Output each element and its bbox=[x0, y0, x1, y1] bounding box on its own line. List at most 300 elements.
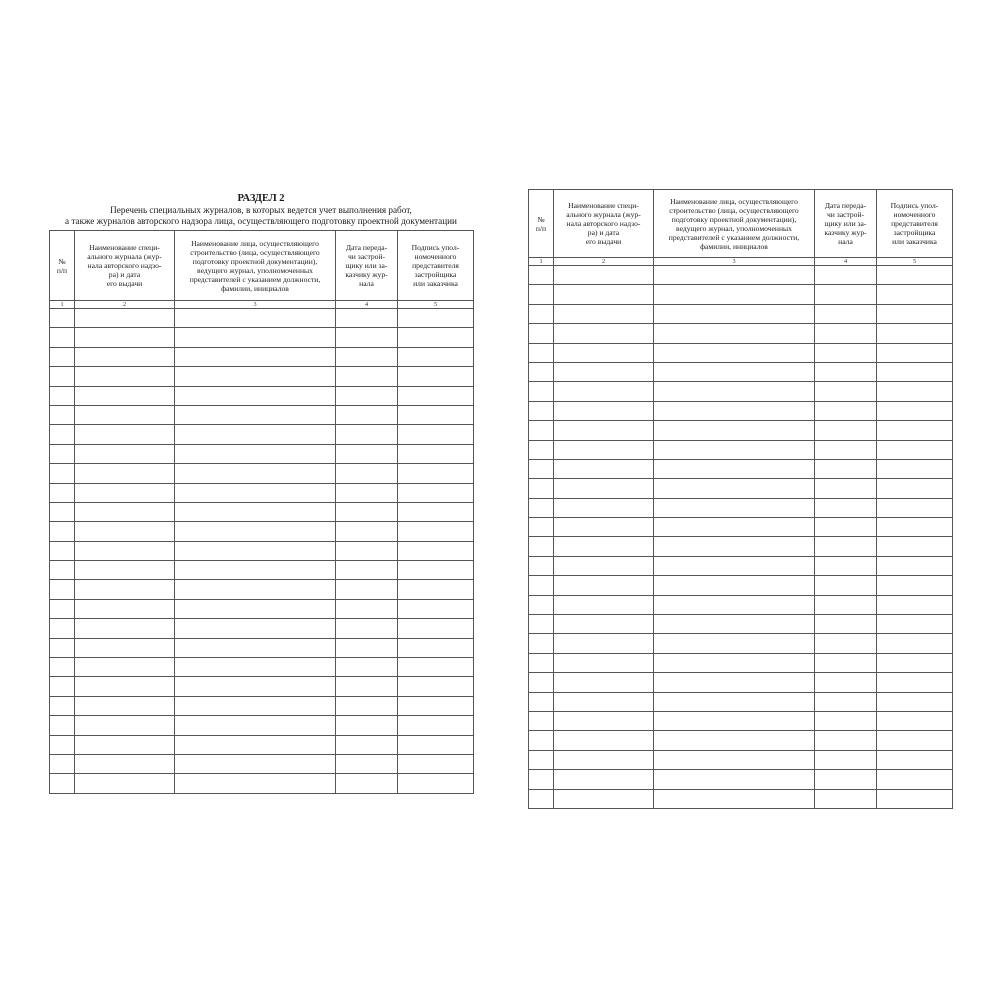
table-cell bbox=[398, 677, 474, 696]
table-cell bbox=[815, 595, 877, 614]
table-cell bbox=[815, 653, 877, 672]
table-cell bbox=[398, 367, 474, 386]
table-cell bbox=[529, 537, 554, 556]
table-cell bbox=[50, 347, 75, 366]
table-cell bbox=[336, 716, 398, 735]
table-cell bbox=[336, 522, 398, 541]
table-cell bbox=[398, 561, 474, 580]
table-cell bbox=[529, 479, 554, 498]
table-cell bbox=[336, 658, 398, 677]
table-cell bbox=[877, 343, 953, 362]
table-cell bbox=[654, 692, 815, 711]
table-cell bbox=[398, 464, 474, 483]
table-row bbox=[529, 692, 953, 711]
table-cell bbox=[554, 711, 654, 730]
table-cell bbox=[877, 440, 953, 459]
table-cell bbox=[398, 619, 474, 638]
table-cell bbox=[877, 498, 953, 517]
table-cell bbox=[75, 502, 175, 521]
table-row bbox=[529, 653, 953, 672]
table-cell bbox=[877, 653, 953, 672]
table-row bbox=[50, 347, 474, 366]
table-row bbox=[529, 615, 953, 634]
table-cell bbox=[336, 580, 398, 599]
table-cell bbox=[75, 328, 175, 347]
table-cell bbox=[336, 774, 398, 793]
table-cell bbox=[398, 541, 474, 560]
table-row bbox=[529, 479, 953, 498]
table-row bbox=[50, 716, 474, 735]
table-row bbox=[50, 599, 474, 618]
table-cell bbox=[75, 716, 175, 735]
table-cell bbox=[654, 537, 815, 556]
table-cell bbox=[398, 658, 474, 677]
table-cell bbox=[815, 382, 877, 401]
table-cell bbox=[877, 401, 953, 420]
table-cell bbox=[529, 770, 554, 789]
table-row bbox=[529, 421, 953, 440]
table-cell bbox=[336, 696, 398, 715]
table-cell bbox=[877, 479, 953, 498]
column-header-signature: Подпись упол- номоченного представителя застройщика или заказчика bbox=[877, 190, 953, 258]
table-cell bbox=[50, 658, 75, 677]
table-cell bbox=[175, 619, 336, 638]
table-cell bbox=[815, 711, 877, 730]
column-header-journal-name: Наименование специ- ального журнала (жур- нала авторского надзо- ра) и дата его выдачи bbox=[75, 231, 175, 301]
table-cell bbox=[398, 735, 474, 754]
table-cell bbox=[398, 328, 474, 347]
table-cell bbox=[554, 324, 654, 343]
table-cell bbox=[554, 498, 654, 517]
table-cell bbox=[398, 638, 474, 657]
column-header-number: № п/п bbox=[529, 190, 554, 258]
table-cell bbox=[398, 444, 474, 463]
column-number: 4 bbox=[336, 301, 398, 309]
table-cell bbox=[554, 266, 654, 285]
table-cell bbox=[554, 615, 654, 634]
table-body bbox=[50, 309, 474, 794]
table-cell bbox=[175, 561, 336, 580]
table-cell bbox=[75, 677, 175, 696]
table-row bbox=[529, 750, 953, 769]
table-cell bbox=[554, 440, 654, 459]
table-cell bbox=[175, 658, 336, 677]
table-cell bbox=[175, 483, 336, 502]
table-cell bbox=[529, 576, 554, 595]
table-cell bbox=[50, 638, 75, 657]
table-cell bbox=[877, 362, 953, 381]
column-number: 4 bbox=[815, 258, 877, 266]
table-cell bbox=[398, 347, 474, 366]
table-cell bbox=[654, 266, 815, 285]
table-cell bbox=[815, 556, 877, 575]
table-cell bbox=[175, 638, 336, 657]
table-cell bbox=[175, 716, 336, 735]
column-header-person-name: Наименование лица, осуществляющего строительство (лица, осуществляющего подготовку проектной документации), ведущего журнал, уполномоченных представителей с указанием должности, фамилии, инициалов bbox=[175, 231, 336, 301]
table-cell bbox=[336, 405, 398, 424]
table-cell bbox=[529, 266, 554, 285]
table-cell bbox=[654, 518, 815, 537]
table-cell bbox=[815, 440, 877, 459]
table-cell bbox=[815, 731, 877, 750]
table-cell bbox=[50, 464, 75, 483]
table-cell bbox=[75, 638, 175, 657]
table-cell bbox=[336, 328, 398, 347]
table-cell bbox=[50, 599, 75, 618]
table-cell bbox=[529, 673, 554, 692]
table-row bbox=[50, 405, 474, 424]
table-cell bbox=[75, 464, 175, 483]
table-cell bbox=[336, 309, 398, 328]
table-cell bbox=[529, 789, 554, 808]
table-cell bbox=[50, 502, 75, 521]
table-cell bbox=[877, 518, 953, 537]
table-cell bbox=[877, 750, 953, 769]
table-cell bbox=[554, 421, 654, 440]
table-cell bbox=[529, 324, 554, 343]
table-row bbox=[529, 285, 953, 304]
table-row bbox=[529, 324, 953, 343]
table-cell bbox=[815, 576, 877, 595]
table-cell bbox=[398, 483, 474, 502]
table-row bbox=[529, 343, 953, 362]
table-cell bbox=[529, 401, 554, 420]
table-row bbox=[50, 638, 474, 657]
table-cell bbox=[877, 615, 953, 634]
table-cell bbox=[336, 464, 398, 483]
table-row bbox=[529, 673, 953, 692]
table-row bbox=[529, 770, 953, 789]
table-row bbox=[50, 328, 474, 347]
right-page bbox=[528, 189, 952, 809]
table-row bbox=[50, 541, 474, 560]
table-cell bbox=[336, 367, 398, 386]
table-cell bbox=[554, 770, 654, 789]
column-number: 2 bbox=[554, 258, 654, 266]
table-cell bbox=[529, 595, 554, 614]
table-cell bbox=[75, 658, 175, 677]
section-title: РАЗДЕЛ 2 bbox=[237, 193, 285, 204]
table-cell bbox=[75, 367, 175, 386]
table-cell bbox=[75, 619, 175, 638]
table-cell bbox=[554, 304, 654, 323]
table-cell bbox=[175, 735, 336, 754]
table-cell bbox=[877, 731, 953, 750]
table-row bbox=[529, 634, 953, 653]
table-cell bbox=[554, 479, 654, 498]
table-cell bbox=[554, 653, 654, 672]
table-row bbox=[50, 774, 474, 793]
table-cell bbox=[336, 502, 398, 521]
table-cell bbox=[175, 328, 336, 347]
table-cell bbox=[175, 677, 336, 696]
table-row bbox=[50, 483, 474, 502]
table-cell bbox=[175, 522, 336, 541]
table-cell bbox=[50, 677, 75, 696]
table-cell bbox=[529, 634, 554, 653]
table-cell bbox=[554, 537, 654, 556]
column-number: 1 bbox=[529, 258, 554, 266]
journals-table bbox=[49, 230, 474, 794]
table-row bbox=[529, 401, 953, 420]
table-cell bbox=[50, 386, 75, 405]
table-cell bbox=[654, 343, 815, 362]
table-cell bbox=[336, 561, 398, 580]
column-header-transfer-date: Дата переда- чи застрой- щику или за- казчику жур- нала bbox=[815, 190, 877, 258]
table-cell bbox=[529, 556, 554, 575]
table-row bbox=[50, 522, 474, 541]
table-cell bbox=[529, 304, 554, 323]
table-cell bbox=[554, 731, 654, 750]
table-row bbox=[529, 440, 953, 459]
table-cell bbox=[815, 421, 877, 440]
table-cell bbox=[175, 444, 336, 463]
table-cell bbox=[529, 421, 554, 440]
table-cell bbox=[75, 425, 175, 444]
table-cell bbox=[815, 789, 877, 808]
table-cell bbox=[554, 692, 654, 711]
table-cell bbox=[877, 421, 953, 440]
table-cell bbox=[877, 692, 953, 711]
table-cell bbox=[336, 677, 398, 696]
table-row bbox=[529, 537, 953, 556]
column-header-number: № п/п bbox=[50, 231, 75, 301]
table-cell bbox=[50, 405, 75, 424]
table-row bbox=[529, 731, 953, 750]
table-row bbox=[50, 619, 474, 638]
table-cell bbox=[75, 580, 175, 599]
table-cell bbox=[877, 711, 953, 730]
table-row bbox=[50, 444, 474, 463]
table-cell bbox=[654, 324, 815, 343]
table-cell bbox=[336, 483, 398, 502]
column-number: 5 bbox=[877, 258, 953, 266]
table-cell bbox=[50, 619, 75, 638]
section-description: Перечень специальных журналов, в которых ведется учет выполнения работ, а также журналов авторского надзора лица, осуществляющего подготовку проектной документации bbox=[65, 205, 457, 226]
table-cell bbox=[815, 266, 877, 285]
table-cell bbox=[398, 754, 474, 773]
table-row bbox=[50, 580, 474, 599]
table-row bbox=[529, 382, 953, 401]
table-row bbox=[529, 595, 953, 614]
table-cell bbox=[654, 711, 815, 730]
table-cell bbox=[654, 362, 815, 381]
table-cell bbox=[654, 789, 815, 808]
table-row bbox=[529, 498, 953, 517]
table-cell bbox=[336, 638, 398, 657]
table-row bbox=[50, 309, 474, 328]
table-cell bbox=[50, 754, 75, 773]
table-cell bbox=[50, 309, 75, 328]
table-cell bbox=[75, 735, 175, 754]
table-cell bbox=[175, 347, 336, 366]
table-cell bbox=[877, 537, 953, 556]
table-cell bbox=[654, 770, 815, 789]
table-cell bbox=[815, 324, 877, 343]
table-cell bbox=[529, 711, 554, 730]
table-cell bbox=[654, 615, 815, 634]
table-cell bbox=[654, 401, 815, 420]
table-cell bbox=[654, 440, 815, 459]
table-cell bbox=[554, 343, 654, 362]
table-cell bbox=[398, 716, 474, 735]
table-cell bbox=[654, 304, 815, 323]
table-cell bbox=[75, 599, 175, 618]
table-row bbox=[529, 459, 953, 478]
table-row bbox=[529, 518, 953, 537]
table-cell bbox=[654, 285, 815, 304]
table-cell bbox=[75, 774, 175, 793]
table-row bbox=[50, 425, 474, 444]
table-cell bbox=[398, 522, 474, 541]
column-header-person-name: Наименование лица, осуществляющего строительство (лица, осуществляющего подготовку проектной документации), ведущего журнал, уполномоченных представителей с указанием должности, фамилии, инициалов bbox=[654, 190, 815, 258]
table-row bbox=[529, 789, 953, 808]
table-cell bbox=[529, 459, 554, 478]
table-cell bbox=[529, 498, 554, 517]
table-cell bbox=[529, 731, 554, 750]
table-cell bbox=[654, 576, 815, 595]
table-cell bbox=[654, 421, 815, 440]
table-cell bbox=[50, 425, 75, 444]
table-cell bbox=[75, 483, 175, 502]
table-cell bbox=[554, 401, 654, 420]
table-cell bbox=[815, 673, 877, 692]
table-cell bbox=[529, 382, 554, 401]
table-cell bbox=[877, 266, 953, 285]
table-cell bbox=[75, 309, 175, 328]
table-cell bbox=[815, 362, 877, 381]
table-cell bbox=[554, 634, 654, 653]
table-cell bbox=[50, 444, 75, 463]
table-cell bbox=[75, 541, 175, 560]
table-cell bbox=[529, 362, 554, 381]
table-cell bbox=[75, 754, 175, 773]
table-cell bbox=[175, 754, 336, 773]
table-cell bbox=[50, 735, 75, 754]
column-number-row bbox=[50, 301, 474, 309]
table-cell bbox=[815, 285, 877, 304]
table-cell bbox=[398, 599, 474, 618]
table-row bbox=[50, 677, 474, 696]
table-cell bbox=[815, 634, 877, 653]
table-cell bbox=[75, 561, 175, 580]
table-cell bbox=[75, 444, 175, 463]
column-number: 1 bbox=[50, 301, 75, 309]
table-cell bbox=[336, 541, 398, 560]
table-cell bbox=[554, 518, 654, 537]
table-row bbox=[50, 464, 474, 483]
table-body bbox=[529, 266, 953, 809]
table-cell bbox=[877, 285, 953, 304]
table-cell bbox=[529, 343, 554, 362]
column-number: 5 bbox=[398, 301, 474, 309]
table-cell bbox=[815, 770, 877, 789]
table-cell bbox=[529, 615, 554, 634]
table-cell bbox=[815, 459, 877, 478]
table-cell bbox=[50, 522, 75, 541]
table-row bbox=[50, 735, 474, 754]
table-cell bbox=[815, 343, 877, 362]
left-page bbox=[49, 193, 473, 794]
table-cell bbox=[398, 580, 474, 599]
table-cell bbox=[75, 386, 175, 405]
table-cell bbox=[554, 576, 654, 595]
table-cell bbox=[554, 459, 654, 478]
table-cell bbox=[554, 556, 654, 575]
table-cell bbox=[50, 328, 75, 347]
journals-table-continued bbox=[528, 189, 953, 809]
table-cell bbox=[50, 716, 75, 735]
table-row bbox=[529, 266, 953, 285]
table-cell bbox=[654, 673, 815, 692]
table-cell bbox=[175, 599, 336, 618]
table-row bbox=[529, 556, 953, 575]
column-number: 3 bbox=[175, 301, 336, 309]
table-header-row bbox=[529, 190, 953, 258]
table-cell bbox=[175, 367, 336, 386]
table-cell bbox=[175, 502, 336, 521]
table-cell bbox=[654, 498, 815, 517]
table-cell bbox=[398, 405, 474, 424]
table-cell bbox=[398, 696, 474, 715]
table-cell bbox=[654, 556, 815, 575]
table-cell bbox=[75, 405, 175, 424]
table-cell bbox=[815, 692, 877, 711]
table-row bbox=[50, 696, 474, 715]
table-cell bbox=[877, 304, 953, 323]
table-cell bbox=[554, 750, 654, 769]
table-row bbox=[50, 386, 474, 405]
table-cell bbox=[175, 405, 336, 424]
table-cell bbox=[529, 692, 554, 711]
table-row bbox=[529, 576, 953, 595]
table-cell bbox=[877, 770, 953, 789]
section-header bbox=[49, 193, 473, 230]
table-cell bbox=[50, 696, 75, 715]
table-cell bbox=[50, 367, 75, 386]
table-row bbox=[50, 754, 474, 773]
table-cell bbox=[815, 498, 877, 517]
table-cell bbox=[175, 541, 336, 560]
table-cell bbox=[529, 440, 554, 459]
table-cell bbox=[877, 459, 953, 478]
table-cell bbox=[815, 615, 877, 634]
table-cell bbox=[398, 309, 474, 328]
table-cell bbox=[398, 425, 474, 444]
table-cell bbox=[175, 696, 336, 715]
table-cell bbox=[50, 541, 75, 560]
table-cell bbox=[398, 774, 474, 793]
table-row bbox=[529, 362, 953, 381]
table-cell bbox=[877, 789, 953, 808]
table-cell bbox=[554, 673, 654, 692]
table-cell bbox=[336, 619, 398, 638]
column-header-transfer-date: Дата переда- чи застрой- щику или за- казчику жур- нала bbox=[336, 231, 398, 301]
table-row bbox=[529, 304, 953, 323]
table-cell bbox=[175, 425, 336, 444]
table-cell bbox=[654, 653, 815, 672]
table-cell bbox=[815, 479, 877, 498]
table-cell bbox=[654, 634, 815, 653]
column-header-signature: Подпись упол- номоченного представителя застройщика или заказчика bbox=[398, 231, 474, 301]
table-cell bbox=[529, 653, 554, 672]
table-cell bbox=[529, 518, 554, 537]
table-row bbox=[50, 502, 474, 521]
table-cell bbox=[529, 750, 554, 769]
table-cell bbox=[654, 382, 815, 401]
table-cell bbox=[654, 731, 815, 750]
table-cell bbox=[50, 580, 75, 599]
